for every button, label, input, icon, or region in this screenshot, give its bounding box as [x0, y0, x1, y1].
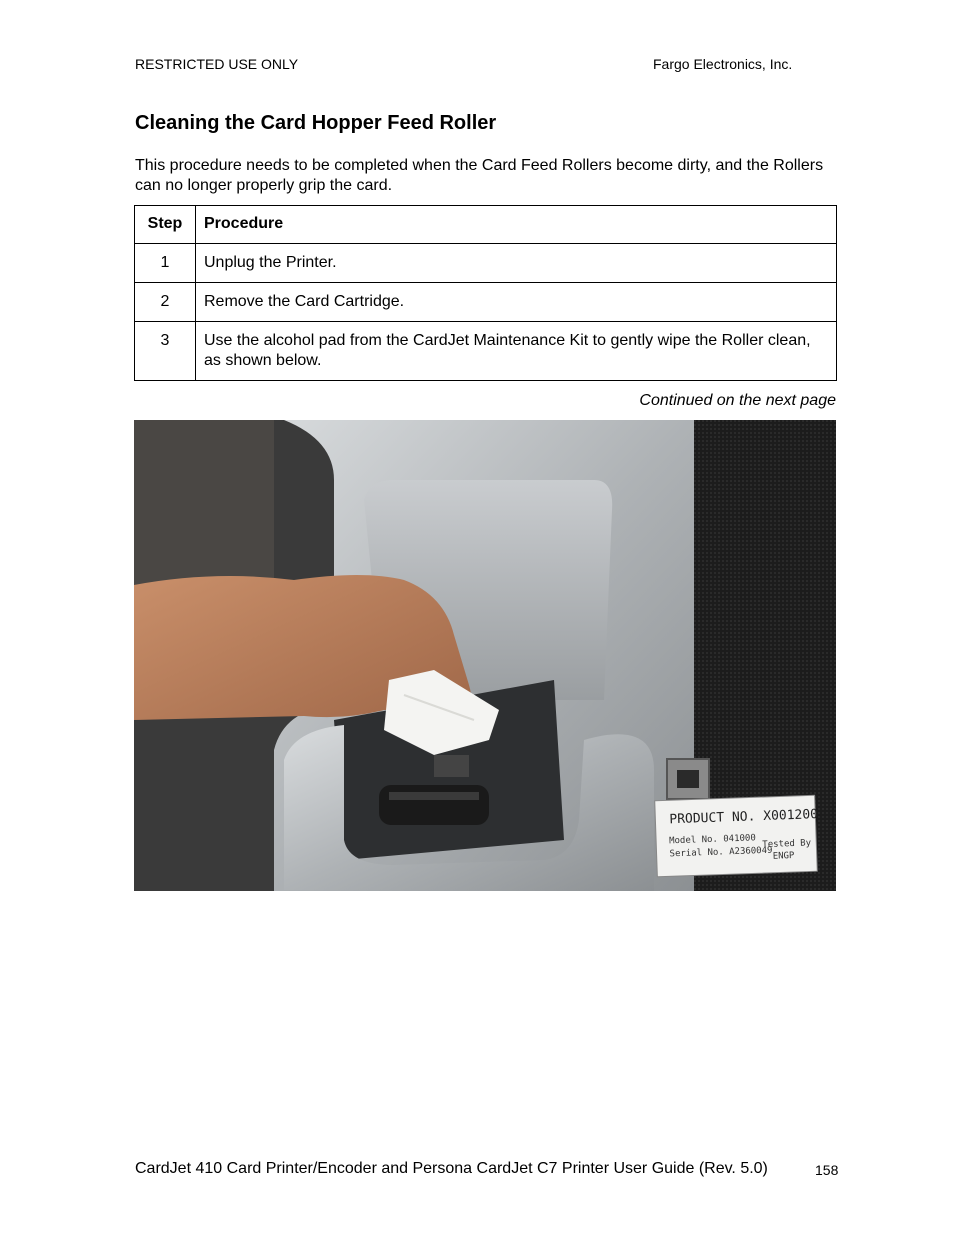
footer-title: CardJet 410 Card Printer/Encoder and Persona CardJet C7 Printer User Guide (Rev. 5.0) — [135, 1160, 768, 1177]
procedure-table — [134, 205, 837, 381]
header-right: Fargo Electronics, Inc. — [653, 56, 793, 72]
label-model-no: Model No. 041000 — [668, 833, 756, 847]
page-number: 158 — [815, 1162, 839, 1178]
procedure-text: Unplug the Printer. — [196, 244, 837, 283]
feed-roller — [379, 785, 489, 825]
page-title: Cleaning the Card Hopper Feed Roller — [135, 112, 497, 134]
header-left: RESTRICTED USE ONLY — [135, 56, 299, 72]
intro-paragraph: This procedure needs to be completed when the Card Feed Rollers become dirty, and the Rollers can no longer properly grip the card. — [135, 157, 824, 194]
col-procedure-header: Procedure — [196, 206, 837, 244]
label-tested-by: Tested By — [762, 838, 812, 851]
table-row — [135, 322, 837, 381]
table-row — [135, 283, 837, 322]
continued-note: Continued on the next page — [639, 392, 836, 409]
procedure-text: Remove the Card Cartridge. — [196, 283, 837, 322]
table-header-row — [135, 206, 837, 244]
step-number: 2 — [135, 283, 196, 322]
label-serial-no: Serial No. A2360049 — [669, 845, 773, 860]
printer-cleaning-photo — [134, 420, 836, 891]
table-row — [135, 244, 837, 283]
step-number: 1 — [135, 244, 196, 283]
procedure-text: Use the alcohol pad from the CardJet Maintenance Kit to gently wipe the Roller clean, as shown below. — [196, 322, 837, 381]
label-tester: ENGP — [772, 850, 795, 862]
label-product-no: PRODUCT NO. X001200 — [669, 807, 819, 828]
col-step-header: Step — [135, 206, 196, 244]
step-number: 3 — [135, 322, 196, 381]
